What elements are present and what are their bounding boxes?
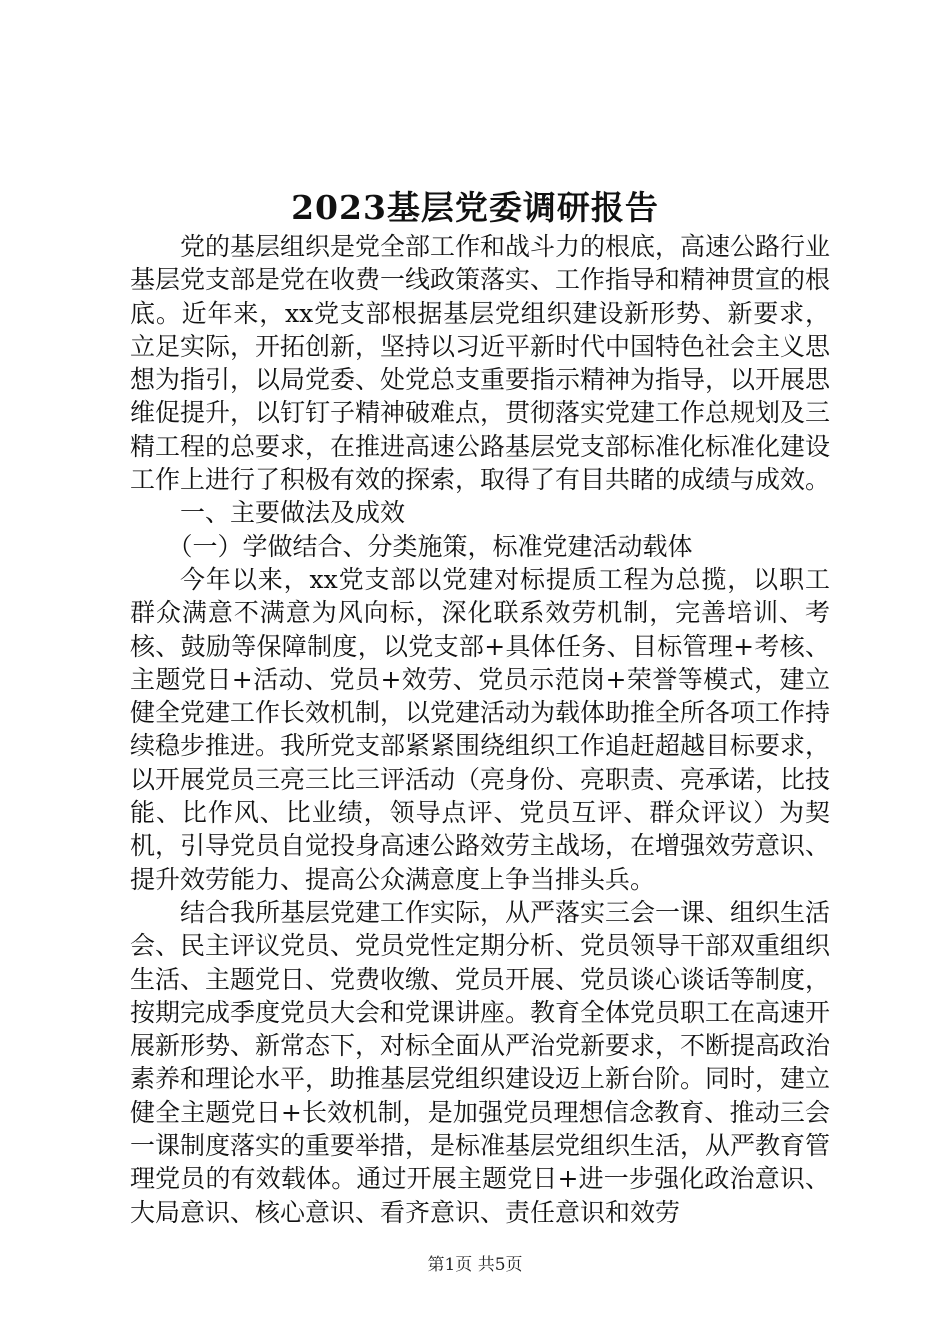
page-footer: 第1页 共5页: [427, 1255, 523, 1275]
intro-paragraph: 党的基层组织是党全部工作和战斗力的根底，高速公路行业基层党支部是党在收费一线政策落实、工作指导和精神贯宣的根底。近年来，xx党支部根据基层党组织建设新形势、新要求，立足实际，开拓创新，坚持以习近平新时代中国特色社会主义思想为指引，以局党委、处党总支重要指示精神为指导，以开展思维促提升，以钉钉子精神破难点，贯彻落实党建工作总规划及三精工程的总要求，在推进高速公路基层党支部标准化标准化建设工作上进行了积极有效的探索，取得了有目共睹的成绩与成效。: [130, 232, 831, 495]
document-title: 2023基层党委调研报告: [291, 188, 659, 227]
body-paragraph: 今年以来，xx党支部以党建对标提质工程为总揽，以职工群众满意不满意为风向标，深化联系效劳机制，完善培训、考核、鼓励等保障制度，以党支部+具体任务、目标管理+考核、主题党日+活动、党员+效劳、党员示范岗+荣誉等模式，建立健全党建工作长效机制，以党建活动为载体助推全所各项工作持续稳步推进。我所党支部紧紧围绕组织工作追赶超越目标要求，以开展党员三亮三比三评活动（亮身份、亮职责、亮承诺，比技能、比作风、比业绩，领导点评、党员互评、群众评议）为契机，引导党员自觉投身高速公路效劳主战场，在增强效劳意识、提升效劳能力、提高公众满意度上争当排头兵。: [130, 564, 831, 894]
document-body: [130, 230, 830, 1229]
body-paragraph: 结合我所基层党建工作实际，从严落实三会一课、组织生活会、民主评议党员、党员党性定期分析、党员领导干部双重组织生活、主题党日、党费收缴、党员开展、党员谈心谈话等制度，按期完成季度党员大会和党课讲座。教育全体党员职工在高速开展新形势、新常态下，对标全面从严治党新要求，不断提高政治素养和理论水平，助推基层党组织建设迈上新台阶。同时，建立健全主题党日+长效机制，是加强党员理想信念教育、推动三会一课制度落实的重要举措，是标准基层党组织生活，从严教育管理党员的有效载体。通过开展主题党日+进一步强化政治意识、大局意识、核心意识、看齐意识、责任意识和效劳: [130, 897, 831, 1227]
section-heading: 一、主要做法及成效: [180, 498, 406, 528]
subsection-heading: （一）学做结合、分类施策，标准党建活动载体: [167, 531, 693, 561]
